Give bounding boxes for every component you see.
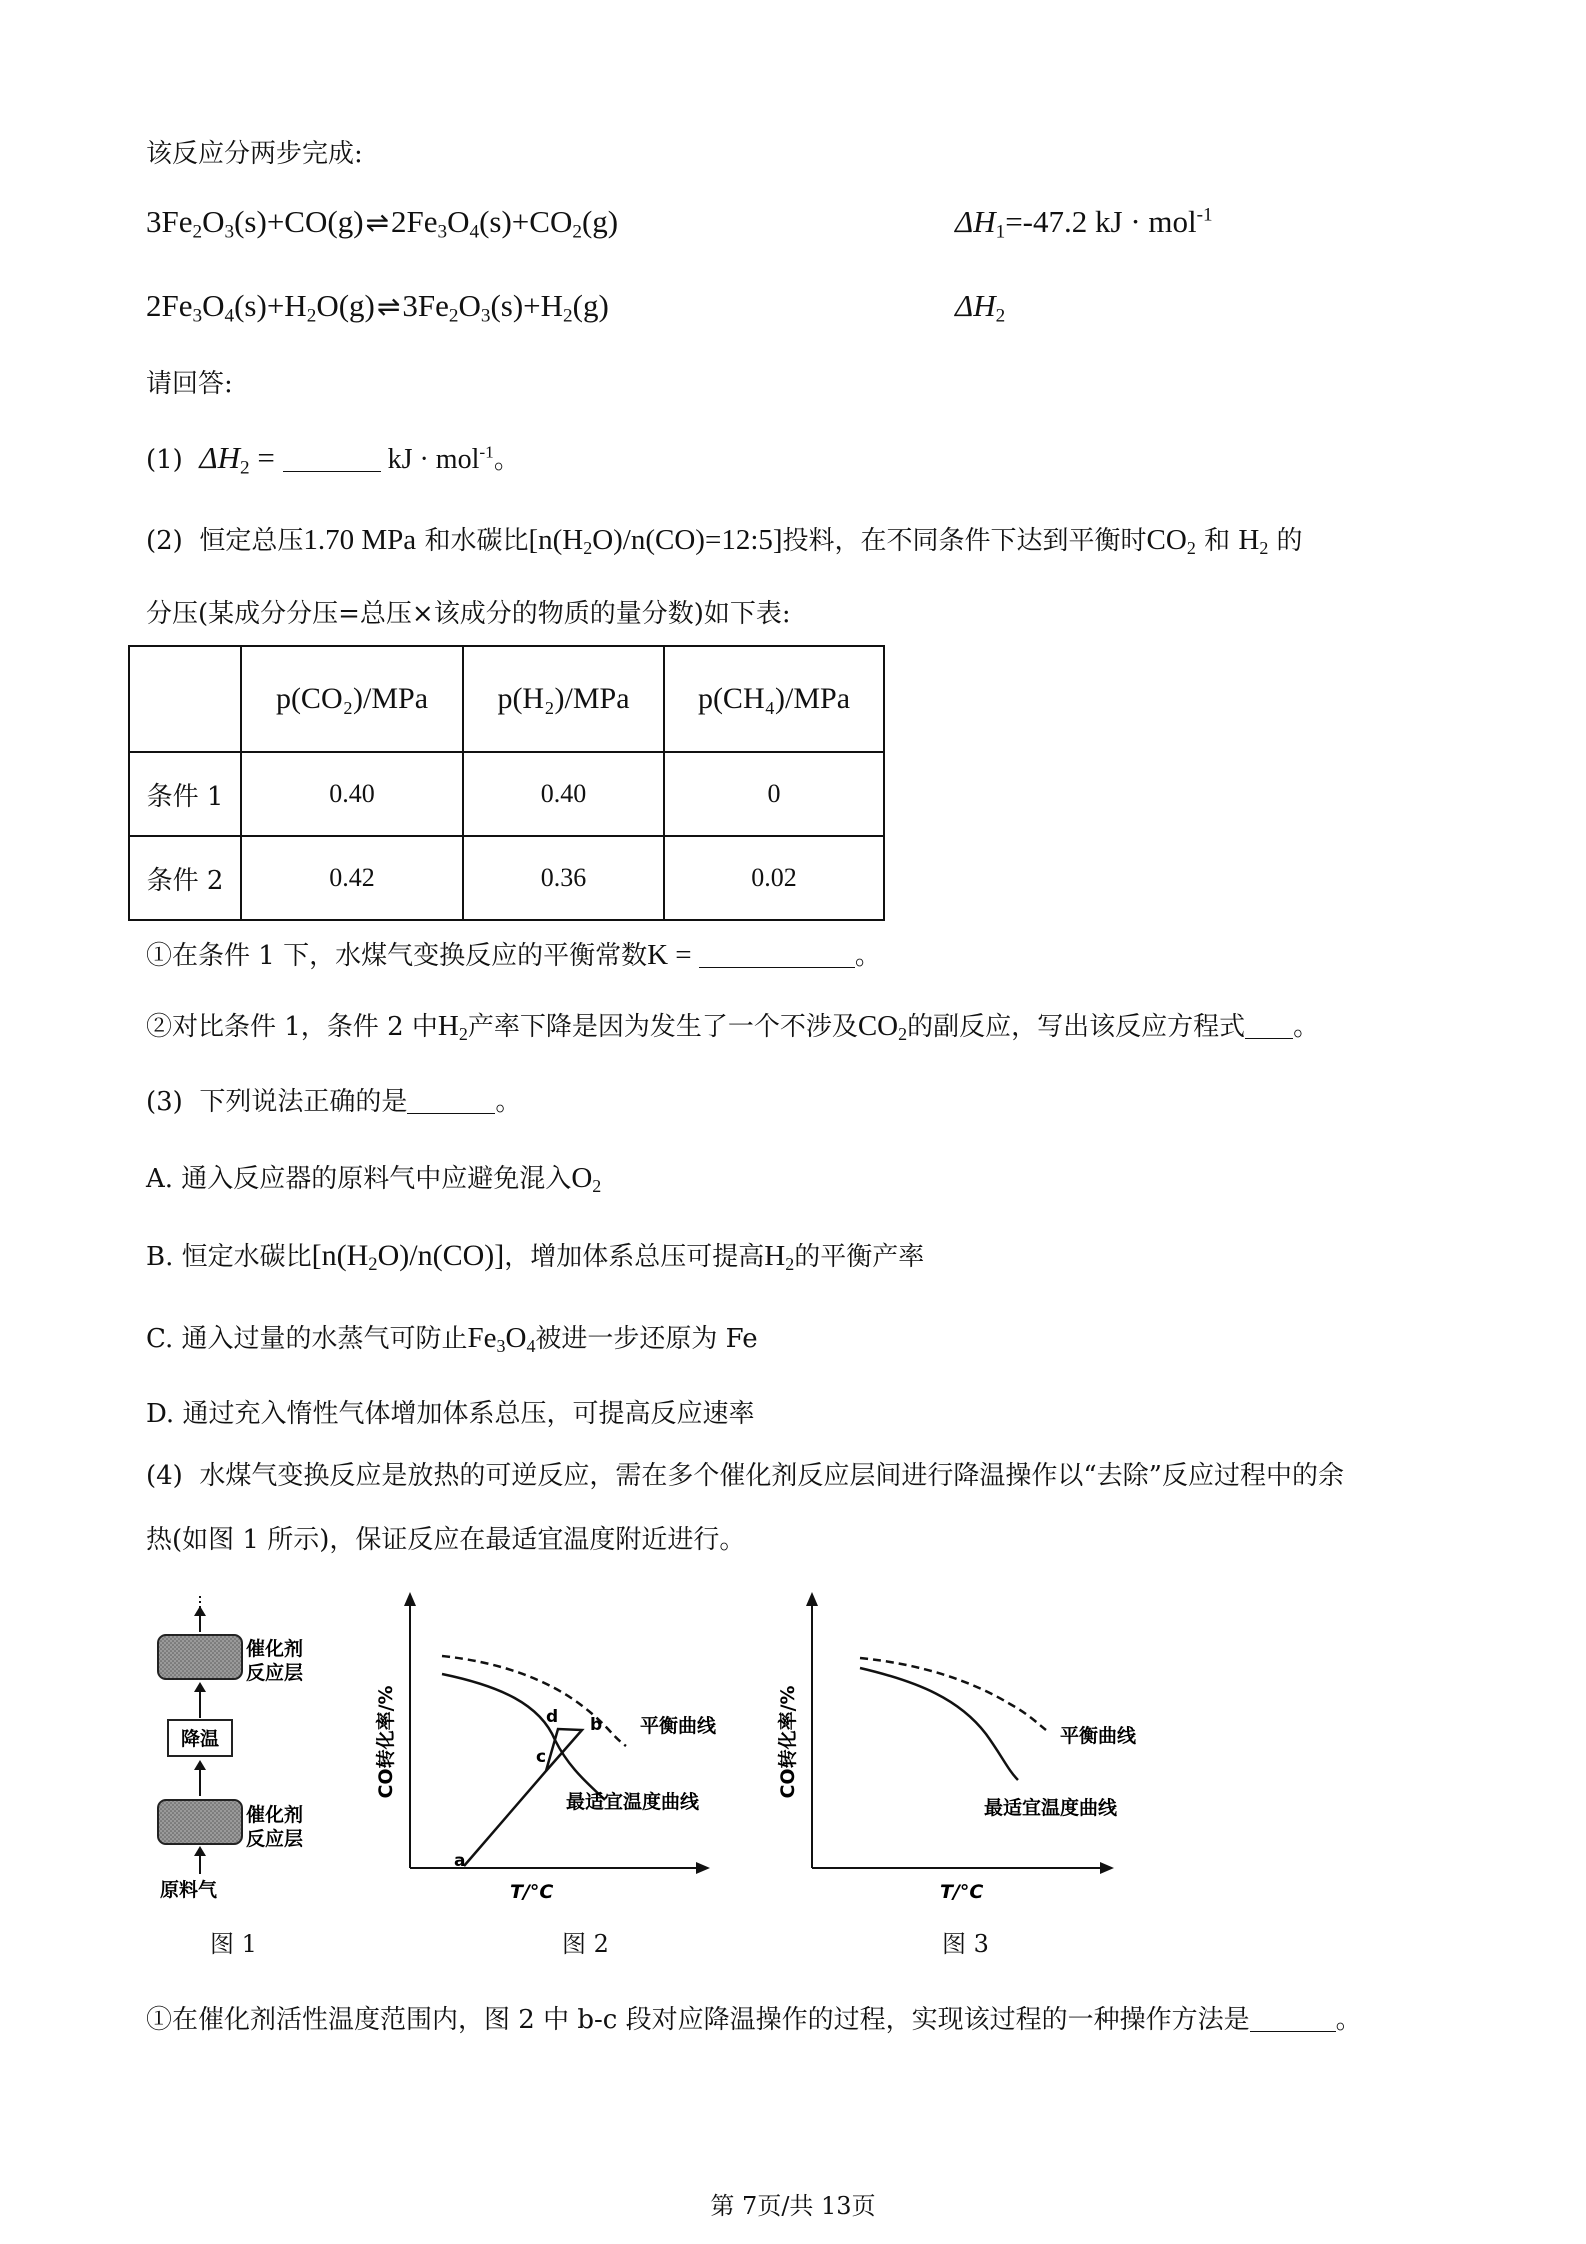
equilibrium-curve xyxy=(860,1658,1046,1730)
table-header-cell: p(CH₄)/MPa xyxy=(664,646,884,752)
catalyst-layer-bottom xyxy=(158,1800,242,1844)
point-label: c xyxy=(536,1747,547,1767)
optimal-curve-label: 最适宜温度曲线 xyxy=(984,1797,1118,1819)
arrow-right-icon xyxy=(1100,1862,1114,1874)
optimal-curve-label: 最适宜温度曲线 xyxy=(566,1791,700,1813)
question-2: (2) 恒定总压1.70 MPa 和水碳比$[n(H_2O)/n(CO)=12:5]$投料，在不同条件下达到平衡时$CO_2$ 和 $H_2$ 的 xyxy=(146,524,1303,559)
figure-1-caption: 图 1 xyxy=(210,1930,257,1958)
question-2-2: ②对比条件 1，条件 2 中$H_2$产率下降是因为发生了一个不涉及$CO_2$的副反应，写出该反应方程式 。 xyxy=(146,1010,1320,1045)
equation-2: $2Fe_3O_4(s)+H_2O(g)\rightleftharpoons 3Fe_2O_3(s)+H_2(g)$ xyxy=(146,288,609,327)
answer-blank[interactable] xyxy=(283,445,381,472)
question-4-1: ①在催化剂活性温度范围内，图 2 中 b-c 段对应降温操作的过程，实现该过程的一种操作方法是 。 xyxy=(146,2005,1362,2035)
intro-text: 该反应分两步完成: xyxy=(146,139,363,169)
optimal-temperature-curve xyxy=(860,1668,1018,1780)
question-3: (3) 下列说法正确的是 。 xyxy=(146,1087,522,1117)
question-1: (1) $\Delta H_2$ = kJ · mol$^{-1}$。 xyxy=(146,440,520,479)
figure-3-caption: 图 3 xyxy=(942,1930,989,1958)
arrow-up-icon xyxy=(194,1846,206,1856)
arrow-up-icon xyxy=(404,1592,416,1606)
answer-blank[interactable] xyxy=(407,1087,495,1114)
answer-blank[interactable] xyxy=(1245,1012,1293,1039)
table-cell: 0.40 xyxy=(241,752,463,836)
equation-1: $3Fe_2O_3(s)+CO(g)\rightleftharpoons 2Fe_3O_4(s)+CO_2(g)$ xyxy=(146,204,619,243)
page-footer: 第 7页/共 13页 xyxy=(710,2192,876,2220)
pressure-table xyxy=(128,645,885,921)
prompt-text: 请回答: xyxy=(146,369,233,399)
answer-blank[interactable] xyxy=(1250,2005,1336,2032)
catalyst-layer-label: 反应层 xyxy=(246,1828,304,1850)
arrow-up-icon xyxy=(806,1592,818,1606)
optimal-temperature-curve xyxy=(442,1674,605,1800)
equilibrium-curve-label: 平衡曲线 xyxy=(640,1715,717,1737)
point-label: b xyxy=(590,1715,603,1735)
table-header-cell: p(CO₂)/MPa xyxy=(241,646,463,752)
y-axis-label: CO转化率/% xyxy=(375,1685,397,1799)
cooling-label: 降温 xyxy=(180,1728,220,1750)
reversible-arrow-icon: ⇌ xyxy=(376,290,401,323)
catalyst-layer-top xyxy=(158,1635,242,1679)
feed-gas-label: 原料气 xyxy=(160,1879,218,1901)
table-header-row xyxy=(129,646,884,752)
reversible-arrow-icon: ⇌ xyxy=(365,206,389,239)
table-row xyxy=(129,752,884,836)
table-cell: 0.40 xyxy=(463,752,664,836)
table-cell: 0.02 xyxy=(664,836,884,920)
catalyst-layer-label: 催化剂 xyxy=(246,1804,304,1826)
question-4: (4) 水煤气变换反应是放热的可逆反应，需在多个催化剂反应层间进行降温操作以“去除”反应过程中的余 xyxy=(146,1461,1344,1491)
question-2-line2: 分压(某成分分压=总压×该成分的物质的量分数)如下表: xyxy=(146,599,791,629)
option-d[interactable]: D. 通过充入惰性气体增加体系总压，可提高反应速率 xyxy=(146,1399,755,1429)
arrow-right-icon xyxy=(696,1862,710,1874)
point-label: a xyxy=(454,1851,466,1871)
arrow-up-icon xyxy=(194,1682,206,1692)
table-cell: 0.42 xyxy=(241,836,463,920)
question-2-1: ①在条件 1 下，水煤气变换反应的平衡常数K = 。 xyxy=(146,939,881,971)
delta-h2: $\Delta H_2$ xyxy=(955,288,1006,327)
catalyst-layer-label: 反应层 xyxy=(246,1662,304,1684)
equilibrium-curve-label: 平衡曲线 xyxy=(1060,1725,1137,1747)
answer-blank[interactable] xyxy=(699,941,855,968)
arrow-up-icon xyxy=(194,1760,206,1770)
x-axis-label: T/°C xyxy=(940,1881,984,1903)
question-4-line2: 热(如图 1 所示)，保证反应在最适宜温度附近进行。 xyxy=(146,1525,746,1555)
option-c[interactable]: C. 通入过量的水蒸气可防止$Fe_3O_4$被进一步还原为 Fe xyxy=(146,1322,758,1357)
figure-3-chart xyxy=(770,1590,1140,1920)
figure-2-chart xyxy=(350,1590,720,1920)
figure-1-diagram xyxy=(130,1590,370,1910)
x-axis-label: T/°C xyxy=(510,1881,554,1903)
catalyst-layer-label: 催化剂 xyxy=(246,1638,304,1660)
table-cell: 0 xyxy=(664,752,884,836)
table-cell: 0.36 xyxy=(463,836,664,920)
table-cell: 条件 1 xyxy=(129,752,241,836)
option-a[interactable]: A. 通入反应器的原料气中应避免混入$O_2$ xyxy=(146,1162,602,1197)
arrow-up-icon xyxy=(194,1606,206,1616)
operation-path xyxy=(464,1729,582,1866)
point-label: d xyxy=(546,1707,559,1727)
option-b[interactable]: B. 恒定水碳比$[n(H_2O)/n(CO)]$，增加体系总压可提高$H_2$的平衡产率 xyxy=(146,1239,925,1276)
table-row xyxy=(129,836,884,920)
table-cell: 条件 2 xyxy=(129,836,241,920)
delta-h1: $\Delta H_1=-47.2$ kJ · mol$^{-1}$ xyxy=(955,204,1213,243)
table-header-cell: p(H₂)/MPa xyxy=(463,646,664,752)
y-axis-label: CO转化率/% xyxy=(777,1685,799,1799)
figure-2-caption: 图 2 xyxy=(562,1930,609,1958)
table-header-cell xyxy=(129,646,241,752)
